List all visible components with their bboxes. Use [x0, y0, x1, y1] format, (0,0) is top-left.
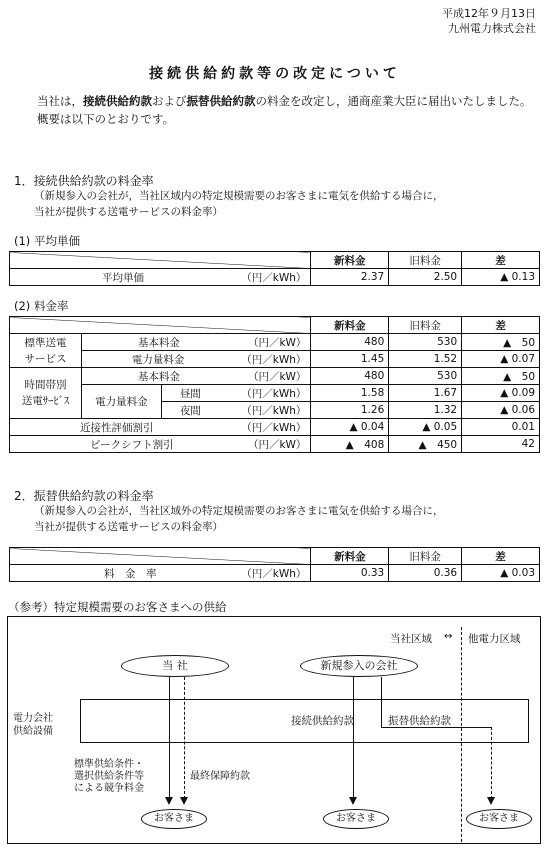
table-corner	[10, 252, 311, 269]
value-old: 530	[389, 368, 462, 385]
table-header-row	[10, 252, 540, 269]
group-standard: 標準送電 サービス	[10, 334, 82, 368]
row-label: 夜間 （円／kWh）	[161, 402, 311, 419]
value-new: ▲ 408	[311, 436, 389, 453]
area-other-label: 他電力区域	[468, 633, 521, 645]
intro-text: 当社は，	[37, 94, 83, 108]
table-corner	[10, 548, 311, 565]
standard-conditions-text: 標準供給条件・ 選択供給条件等 による競争料金	[74, 759, 144, 794]
value-old: 530	[389, 334, 462, 351]
value-diff: 0.01	[462, 419, 540, 436]
section2-note	[34, 503, 444, 535]
col-diff: 差	[462, 252, 540, 269]
energy-charge-label: 電力量料金	[81, 385, 161, 419]
value-diff: ▲ 0.06	[462, 402, 540, 419]
value-new: 0.33	[311, 565, 389, 582]
row-label: 料 金 率 （円／kWh）	[10, 565, 311, 582]
table-row	[10, 269, 540, 286]
table-row	[10, 419, 540, 436]
col-old: 旧料金	[389, 548, 462, 565]
transfer-contract-label: 振替供給約款	[388, 715, 451, 727]
arrow-down-icon	[487, 797, 495, 805]
value-old: 1.32	[389, 402, 462, 419]
col-diff: 差	[462, 548, 540, 565]
page-title: 接続供給約款等の改定について	[149, 66, 401, 82]
area-own-label: 当社区域	[390, 633, 432, 645]
reference-heading: （参考）特定規模需要のお客さまへの供給	[8, 600, 227, 614]
value-new: 1.45	[311, 351, 389, 368]
value-diff: 42	[462, 436, 540, 453]
table-header-row	[10, 548, 540, 565]
row-label: 平均単価 （円／kWh）	[10, 269, 311, 286]
col-new: 新料金	[311, 548, 389, 565]
final-guarantee-text: 最終保障約款	[190, 771, 250, 782]
transfer-line-down	[491, 727, 492, 799]
value-diff: ▲ 0.03	[462, 565, 540, 582]
table-row	[10, 385, 540, 402]
value-new: 1.26	[311, 402, 389, 419]
value-diff: ▲ 0.13	[462, 269, 540, 286]
col-old: 旧料金	[389, 317, 462, 334]
value-new: ▲ 0.04	[311, 419, 389, 436]
value-old: 0.36	[389, 565, 462, 582]
table-row	[10, 351, 540, 368]
group-time-of-use: 時間帯別 送電ｻｰﾋﾞｽ	[10, 368, 82, 419]
section1-note-line1: （新規参入の会社が，当社区域内の特定規模需要のお客さまに電気を供給する場合に，	[34, 190, 444, 202]
table-row	[10, 565, 540, 582]
arrow-down-icon	[349, 797, 357, 805]
row-label: ピークシフト割引 （円／kW）	[10, 436, 311, 453]
section1-note-line2: 当社が提供する送電サービスの料金率）	[34, 206, 223, 218]
document-header	[442, 6, 536, 36]
row-label: 電力量料金 （円／kWh）	[81, 351, 311, 368]
customer-ellipse: お客さま	[323, 809, 389, 829]
section2-heading: 2．振替供給約款の料金率	[14, 489, 154, 503]
section2-note-line2: 当社が提供する送電サービスの料金率）	[34, 521, 223, 533]
date: 平成12年９月13日	[442, 7, 536, 20]
own-guarantee-line	[184, 677, 185, 799]
arrow-down-icon	[165, 797, 173, 805]
subsection2-heading: (2) 料金率	[14, 299, 69, 313]
arrow-down-icon	[180, 797, 188, 805]
value-diff: ▲ 0.09	[462, 385, 540, 402]
transfer-line-dashed	[456, 727, 491, 728]
value-old: 1.52	[389, 351, 462, 368]
table-header-row	[10, 317, 540, 334]
value-new: 2.37	[311, 269, 389, 286]
value-new: 1.58	[311, 385, 389, 402]
intro-bold-connection: 接続供給約款	[83, 94, 152, 108]
transfer-rate-table	[9, 547, 540, 582]
row-label: 基本料金 （円／kW）	[81, 334, 311, 351]
row-label: 基本料金 （円／kW）	[81, 368, 311, 385]
col-old: 旧料金	[389, 252, 462, 269]
value-diff: ▲ 50	[462, 368, 540, 385]
value-new: 480	[311, 334, 389, 351]
value-old: ▲ 450	[389, 436, 462, 453]
table-row	[10, 334, 540, 351]
own-company-ellipse: 当 社	[121, 655, 229, 677]
own-line	[169, 677, 170, 799]
section1-heading: 1．接続供給約款の料金率	[14, 174, 154, 188]
intro-paragraph	[14, 92, 538, 128]
section2-note-line1: （新規参入の会社が，当社区域外の特定規模需要のお客さまに電気を供給する場合に，	[34, 505, 444, 517]
intro-text: の料金を改定し，通商産業大臣に届出いたしました。	[255, 94, 532, 108]
table-row	[10, 368, 540, 385]
value-diff: ▲ 50	[462, 334, 540, 351]
subsection1-heading: (1) 平均単価	[14, 234, 80, 248]
value-old: ▲ 0.05	[389, 419, 462, 436]
value-diff: ▲ 0.07	[462, 351, 540, 368]
row-label: 昼間 （円／kWh）	[161, 385, 311, 402]
table-row	[10, 436, 540, 453]
value-old: 2.50	[389, 269, 462, 286]
col-diff: 差	[462, 317, 540, 334]
new-entrant-ellipse: 新規参入の会社	[300, 655, 418, 677]
intro-text: および	[152, 94, 187, 108]
customer-ellipse: お客さま	[466, 809, 532, 829]
section1-note	[34, 188, 444, 220]
value-new: 480	[311, 368, 389, 385]
table-corner	[10, 317, 311, 334]
transfer-line-top	[381, 677, 382, 727]
average-price-table	[9, 251, 540, 286]
connection-line	[353, 677, 354, 799]
reference-diagram	[7, 616, 541, 844]
rate-table	[9, 316, 540, 453]
col-new: 新料金	[311, 317, 389, 334]
area-arrow: ↔	[444, 631, 453, 642]
row-label: 近接性評価割引 （円／kWh）	[10, 419, 311, 436]
value-old: 1.67	[389, 385, 462, 402]
facility-label: 電力会社 供給設備	[13, 713, 53, 737]
col-new: 新料金	[311, 252, 389, 269]
customer-ellipse: お客さま	[141, 809, 207, 829]
intro-summary: 概要は以下のとおりです。	[37, 112, 175, 126]
connection-contract-label: 接続供給約款	[291, 715, 354, 727]
company-name: 九州電力株式会社	[448, 22, 536, 35]
intro-bold-transfer: 振替供給約款	[186, 94, 256, 108]
